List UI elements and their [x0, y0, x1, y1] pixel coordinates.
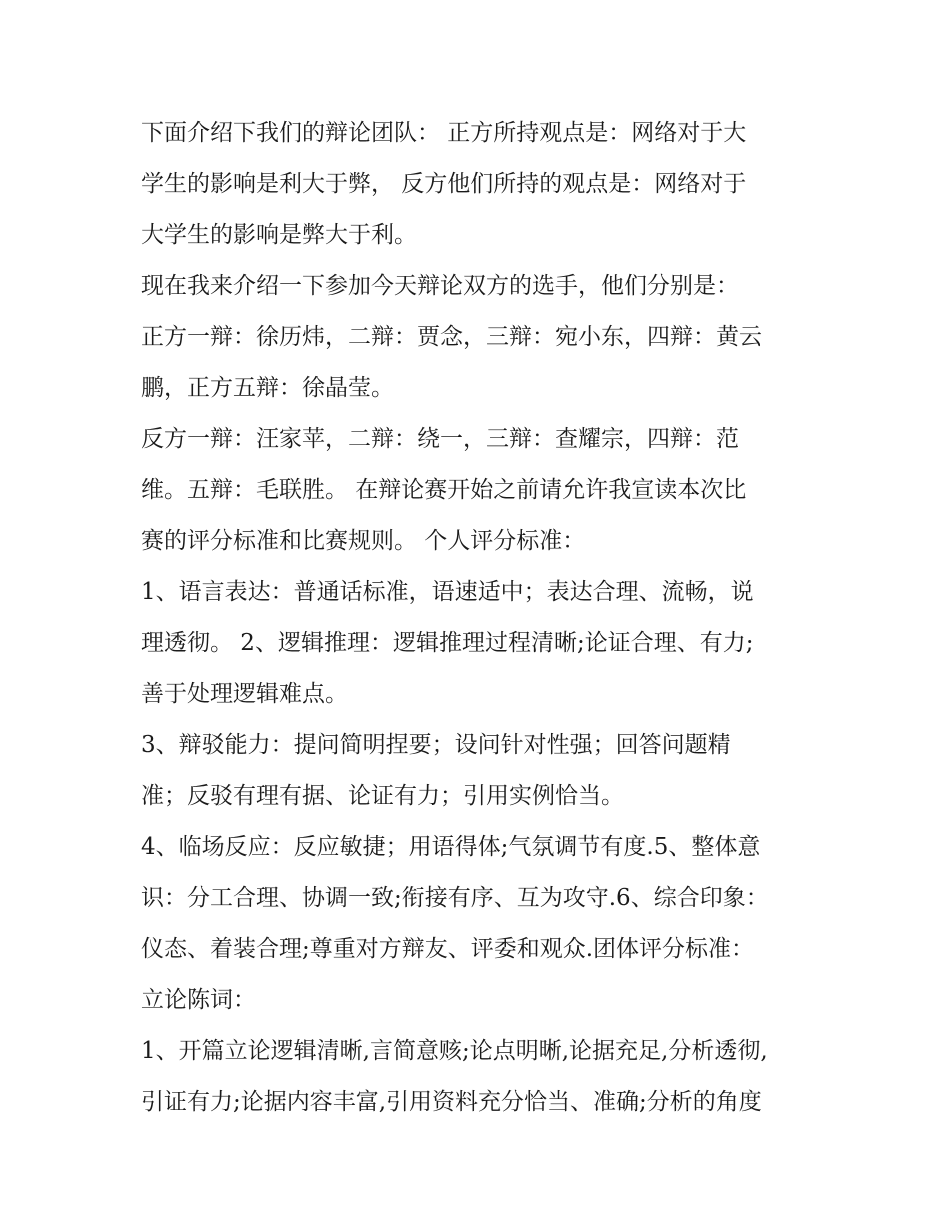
text-line-17: 仪态、着装合理;尊重对方辩友、评委和观众.团体评分标准： — [141, 936, 755, 962]
text-line-15: 4、临场反应：反应敏捷；用语得体;气氛调节有度.5、整体意 — [141, 834, 761, 860]
text-line-19: 1、开篇立论逻辑清晰,言简意赅;论点明晰,论据充足,分析透彻, — [141, 1038, 768, 1064]
text-line-16: 识：分工合理、协调一致;衔接有序、互为攻守.6、综合印象： — [141, 885, 769, 911]
text-line-8: 维。五辩：毛联胜。 在辩论赛开始之前请允许我宣读本次比 — [141, 477, 747, 503]
text-line-5: 正方一辩：徐历炜，二辩：贾念，三辩：宛小东，四辩：黄云 — [141, 324, 762, 350]
text-line-13: 3、辩驳能力：提问简明捏要；设问针对性强；回答问题精 — [141, 732, 731, 758]
text-line-4: 现在我来介绍一下参加今天辩论双方的选手，他们分别是： — [141, 273, 739, 299]
text-line-7: 反方一辩：汪家苹，二辩：绕一，三辩：查耀宗，四辩：范 — [141, 426, 739, 452]
text-line-18: 立论陈词： — [141, 987, 256, 1013]
text-line-2: 学生的影响是利大于弊， 反方他们所持的观点是：网络对于 — [141, 171, 747, 197]
text-line-20: 引证有力;论据内容丰富,引用资料充分恰当、准确;分析的角度 — [141, 1089, 762, 1115]
text-line-6: 鹏，正方五辩：徐晶莹。 — [141, 375, 394, 401]
text-line-11: 理透彻。 2、逻辑推理：逻辑推理过程清晰;论证合理、有力; — [141, 630, 754, 656]
text-line-1: 下面介绍下我们的辩论团队： 正方所持观点是：网络对于大 — [141, 120, 747, 146]
text-line-12: 善于处理逻辑难点。 — [141, 681, 348, 707]
text-line-10: 1、语言表达：普通话标准，语速适中；表达合理、流畅，说 — [141, 579, 754, 605]
text-line-3: 大学生的影响是弊大于利。 — [141, 222, 417, 248]
document-body — [141, 108, 821, 1128]
text-line-9: 赛的评分标准和比赛规则。 个人评分标准： — [141, 528, 586, 554]
text-line-14: 准；反驳有理有据、论证有力；引用实例恰当。 — [141, 783, 624, 809]
